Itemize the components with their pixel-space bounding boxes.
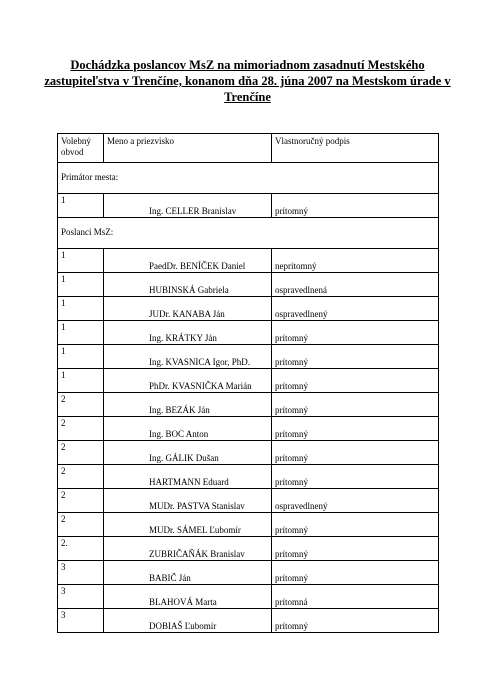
cell-podpis: ospravedlnený bbox=[272, 489, 439, 513]
cell-podpis: prítomný bbox=[272, 417, 439, 441]
cell-meno: Ing. KRÁTKY Ján bbox=[104, 321, 272, 345]
table-row bbox=[58, 393, 439, 417]
cell-obvod: 2. bbox=[58, 537, 104, 561]
cell-meno: MUDr. PASTVA Stanislav bbox=[104, 489, 272, 513]
cell-podpis: prítomná bbox=[272, 585, 439, 609]
section-label-poslanci: Poslanci MsZ: bbox=[58, 218, 439, 249]
table-row bbox=[58, 297, 439, 321]
cell-podpis: prítomný bbox=[272, 321, 439, 345]
cell-meno: Ing. KVASNICA Igor, PhD. bbox=[104, 345, 272, 369]
cell-obvod: 1 bbox=[58, 194, 104, 218]
cell-podpis: ospravedlnená bbox=[272, 273, 439, 297]
table-row bbox=[58, 273, 439, 297]
section-row-primator bbox=[58, 163, 439, 194]
cell-meno: MUDr. SÁMEL Ľubomír bbox=[104, 513, 272, 537]
cell-podpis: prítomný bbox=[272, 609, 439, 633]
cell-obvod: 1 bbox=[58, 297, 104, 321]
cell-meno: HARTMANN Eduard bbox=[104, 465, 272, 489]
cell-meno: PhDr. KVASNIČKA Marián bbox=[104, 369, 272, 393]
cell-podpis: ospravedlnený bbox=[272, 297, 439, 321]
cell-meno: DOBIAŠ Ľubomír bbox=[104, 609, 272, 633]
table-row bbox=[58, 609, 439, 633]
table-row bbox=[58, 441, 439, 465]
cell-obvod: 1 bbox=[58, 345, 104, 369]
table-row bbox=[58, 369, 439, 393]
cell-meno: JUDr. KANABA Ján bbox=[104, 297, 272, 321]
table-row bbox=[58, 249, 439, 273]
cell-obvod: 1 bbox=[58, 273, 104, 297]
cell-podpis: prítomný bbox=[272, 393, 439, 417]
table-header-row bbox=[58, 134, 439, 163]
cell-meno: BLAHOVÁ Marta bbox=[104, 585, 272, 609]
table-row bbox=[58, 561, 439, 585]
cell-obvod: 3 bbox=[58, 609, 104, 633]
table-row bbox=[58, 513, 439, 537]
cell-podpis: prítomný bbox=[272, 369, 439, 393]
header-obvod: Volebný obvod bbox=[58, 134, 104, 163]
cell-meno: ZUBRIČAŇÁK Branislav bbox=[104, 537, 272, 561]
cell-meno: Ing. BEZÁK Ján bbox=[104, 393, 272, 417]
cell-podpis: prítomný bbox=[272, 194, 439, 218]
table-row bbox=[58, 585, 439, 609]
cell-meno: Ing. CELLER Branislav bbox=[104, 194, 272, 218]
table-row bbox=[58, 417, 439, 441]
cell-obvod: 1 bbox=[58, 321, 104, 345]
document-title: Dochádzka poslancov MsZ na mimoriadnom zasadnutí Mestského zastupiteľstva v Trenčíne, konanom dňa 28. júna 2007 na Mestskom úrade v Trenčíne bbox=[44, 58, 451, 104]
table-row bbox=[58, 345, 439, 369]
cell-obvod: 2 bbox=[58, 441, 104, 465]
cell-obvod: 3 bbox=[58, 561, 104, 585]
cell-podpis: prítomný bbox=[272, 345, 439, 369]
cell-meno: PaedDr. BENÍČEK Daniel bbox=[104, 249, 272, 273]
cell-obvod: 2 bbox=[58, 417, 104, 441]
cell-obvod: 2 bbox=[58, 513, 104, 537]
cell-meno: Ing. BOC Anton bbox=[104, 417, 272, 441]
cell-obvod: 2 bbox=[58, 393, 104, 417]
attendance-table bbox=[57, 133, 439, 633]
table-row bbox=[58, 537, 439, 561]
table-row bbox=[58, 489, 439, 513]
header-podpis: Vlastnoručný podpis bbox=[272, 134, 439, 163]
cell-obvod: 3 bbox=[58, 585, 104, 609]
cell-podpis: prítomný bbox=[272, 441, 439, 465]
table-row bbox=[58, 465, 439, 489]
cell-meno: BABIČ Ján bbox=[104, 561, 272, 585]
table-row bbox=[58, 321, 439, 345]
cell-meno: HUBINSKÁ Gabriela bbox=[104, 273, 272, 297]
cell-podpis: prítomný bbox=[272, 537, 439, 561]
cell-podpis: neprítomný bbox=[272, 249, 439, 273]
cell-podpis: prítomný bbox=[272, 465, 439, 489]
section-row-poslanci bbox=[58, 218, 439, 249]
cell-podpis: prítomný bbox=[272, 561, 439, 585]
section-label-primator: Primátor mesta: bbox=[58, 163, 439, 194]
cell-meno: Ing. GÁLIK Dušan bbox=[104, 441, 272, 465]
table-row bbox=[58, 194, 439, 218]
cell-obvod: 2 bbox=[58, 465, 104, 489]
cell-podpis: prítomný bbox=[272, 513, 439, 537]
cell-obvod: 2 bbox=[58, 489, 104, 513]
cell-obvod: 1 bbox=[58, 369, 104, 393]
header-meno: Meno a priezvisko bbox=[104, 134, 272, 163]
cell-obvod: 1 bbox=[58, 249, 104, 273]
